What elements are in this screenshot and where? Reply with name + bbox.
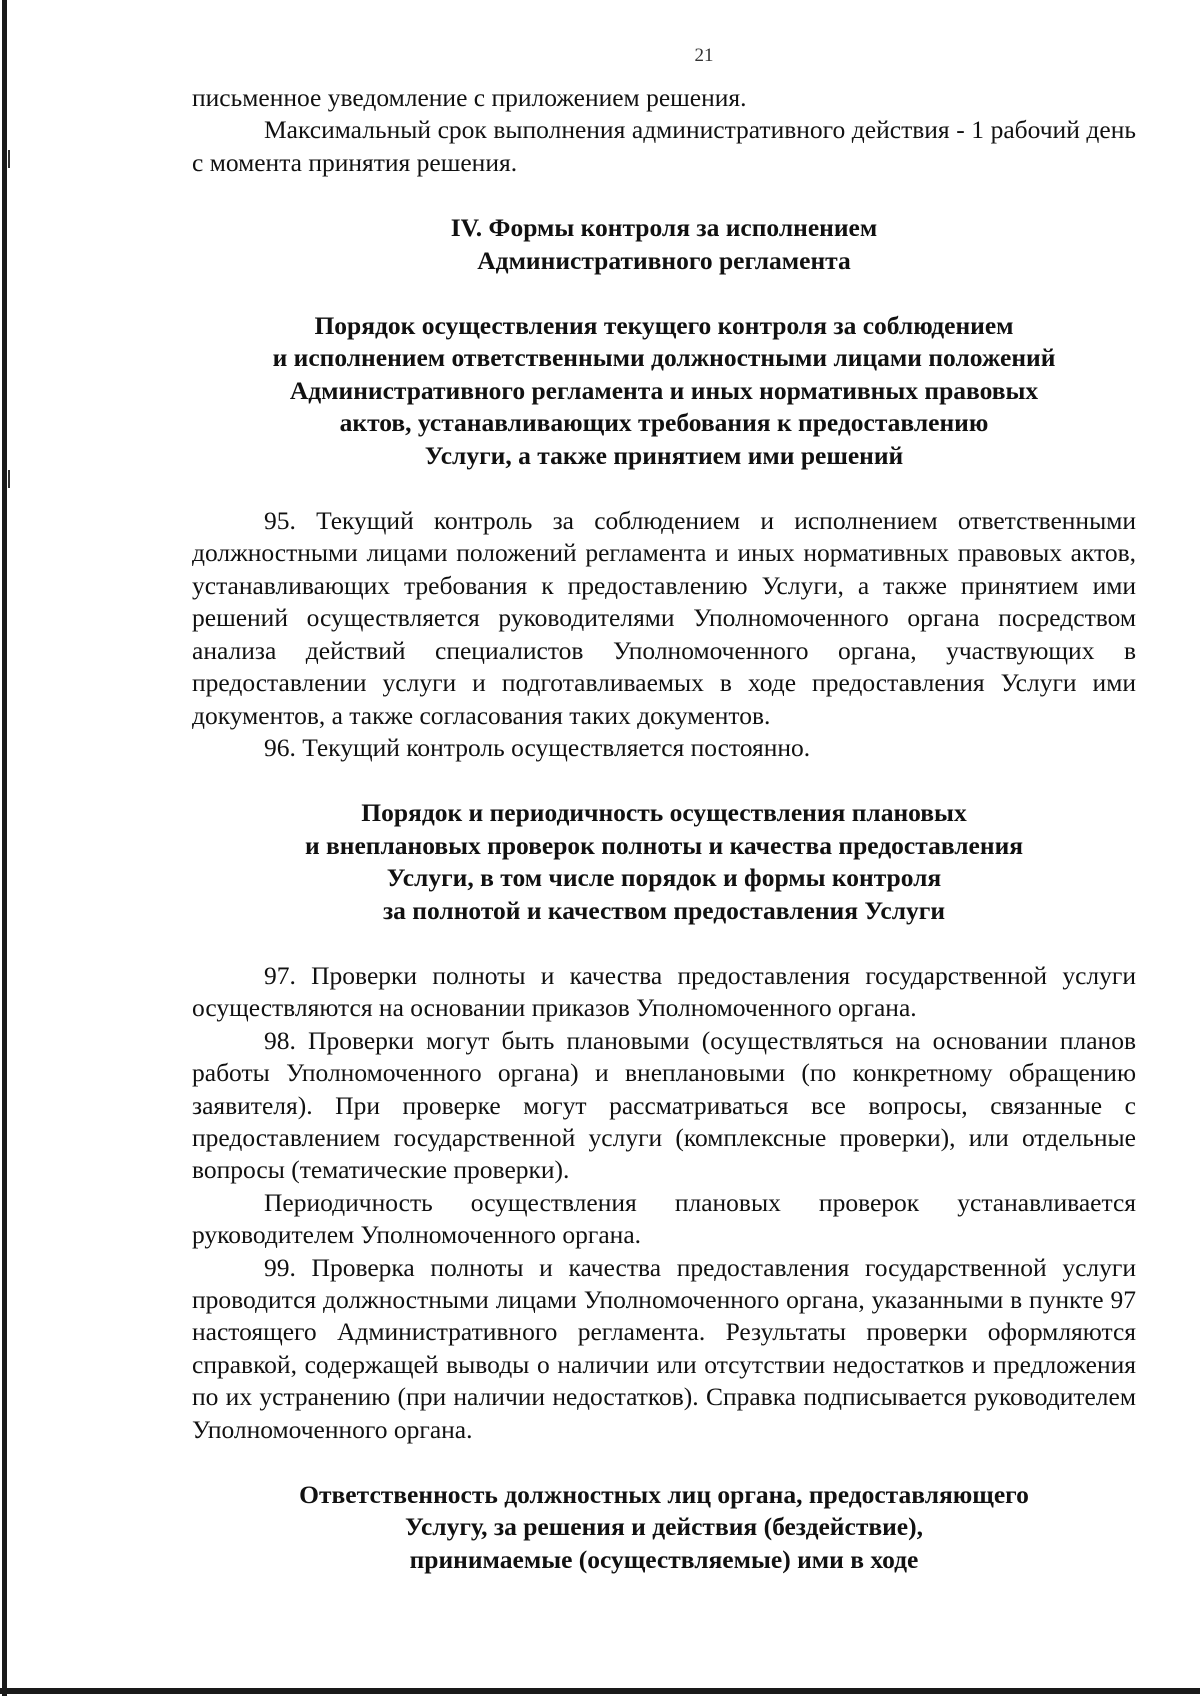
document-page [192,40,1136,1576]
heading-line: Ответственность должностных лиц органа, предоставляющего [299,1480,1029,1510]
subheading-current-control [192,310,1136,472]
subheading-responsibility [192,1479,1136,1576]
heading-line: Услугу, за решения и действия (бездействие), [404,1512,923,1542]
heading-line: Административного регламента и иных нормативных правовых [289,375,1039,405]
heading-line: за полнотой и качеством предоставления Услуги [382,895,946,925]
heading-line: и исполнением ответственными должностными лицами положений [272,343,1056,373]
scan-border-bottom [0,1688,1200,1694]
scan-mark [8,150,10,168]
scan-border-left [2,0,7,1696]
heading-line: и внеплановых проверок полноты и качества предоставления [304,830,1024,860]
paragraph-99: 99. Проверка полноты и качества предоставления государственной услуги проводится должностными лицами Уполномоченного органа, указанными в пункте 97 настоящего Административного регламента. Результаты проверки оформляются справкой, содержащей выводы о наличии или отсутствии недостатков и предложения по их устранению (при наличии недостатков). Справка подписывается руководителем Уполномоченного органа. [192,1252,1136,1444]
heading-line: Административного регламента [477,245,851,275]
document-body [192,82,1136,1576]
heading-line: Порядок и периодичность осуществления плановых [361,798,967,828]
paragraph-98: 98. Проверки могут быть плановыми (осуществляться на основании планов работы Уполномоченного органа) и внеплановыми (по конкретному обращению заявителя). При проверке могут рассматриваться все вопросы, связанные с предоставлением государственной услуги (комплексные проверки), или отдельные вопросы (тематические проверки). [192,1025,1136,1185]
heading-line: Услуги, а также принятием ими решений [424,440,904,470]
heading-line: Услуги, в том числе порядок и формы контроля [386,863,942,893]
paragraph-95: 95. Текущий контроль за соблюдением и исполнением ответственными должностными лицами положений регламента и иных нормативных правовых актов, устанавливающих требования к предоставлению Услуги, а также принятием ими решений осуществляется руководителями Уполномоченного органа посредством анализа действий специалистов Уполномоченного органа, участвующих в предоставлении услуги и подготавливаемых в ходе предоставления Услуги ими документов, а также согласования таких документов. [192,506,1136,730]
scan-mark [8,470,10,488]
section-heading-iv [192,212,1136,277]
heading-line: актов, устанавливающих требования к предоставлению [339,408,989,438]
paragraph-96: 96. Текущий контроль осуществляется постоянно. [264,732,811,762]
subheading-inspections [192,797,1136,927]
heading-line: IV. Формы контроля за исполнением [450,213,878,243]
heading-line: принимаемые (осуществляемые) ими в ходе [409,1544,919,1574]
paragraph-notification: письменное уведомление с приложением решения. [192,83,747,112]
heading-line: Порядок осуществления текущего контроля за соблюдением [314,311,1014,341]
paragraph-periodicity: Периодичность осуществления плановых проверок устанавливается руководителем Уполномоченного органа. [192,1187,1136,1250]
paragraph-97: 97. Проверки полноты и качества предоставления государственной услуги осуществляются на основании приказов Уполномоченного органа. [192,960,1136,1023]
page-number: 21 [694,45,714,66]
paragraph-max-term: Максимальный срок выполнения административного действия - 1 рабочий день с момента принятия решения. [192,115,1136,177]
